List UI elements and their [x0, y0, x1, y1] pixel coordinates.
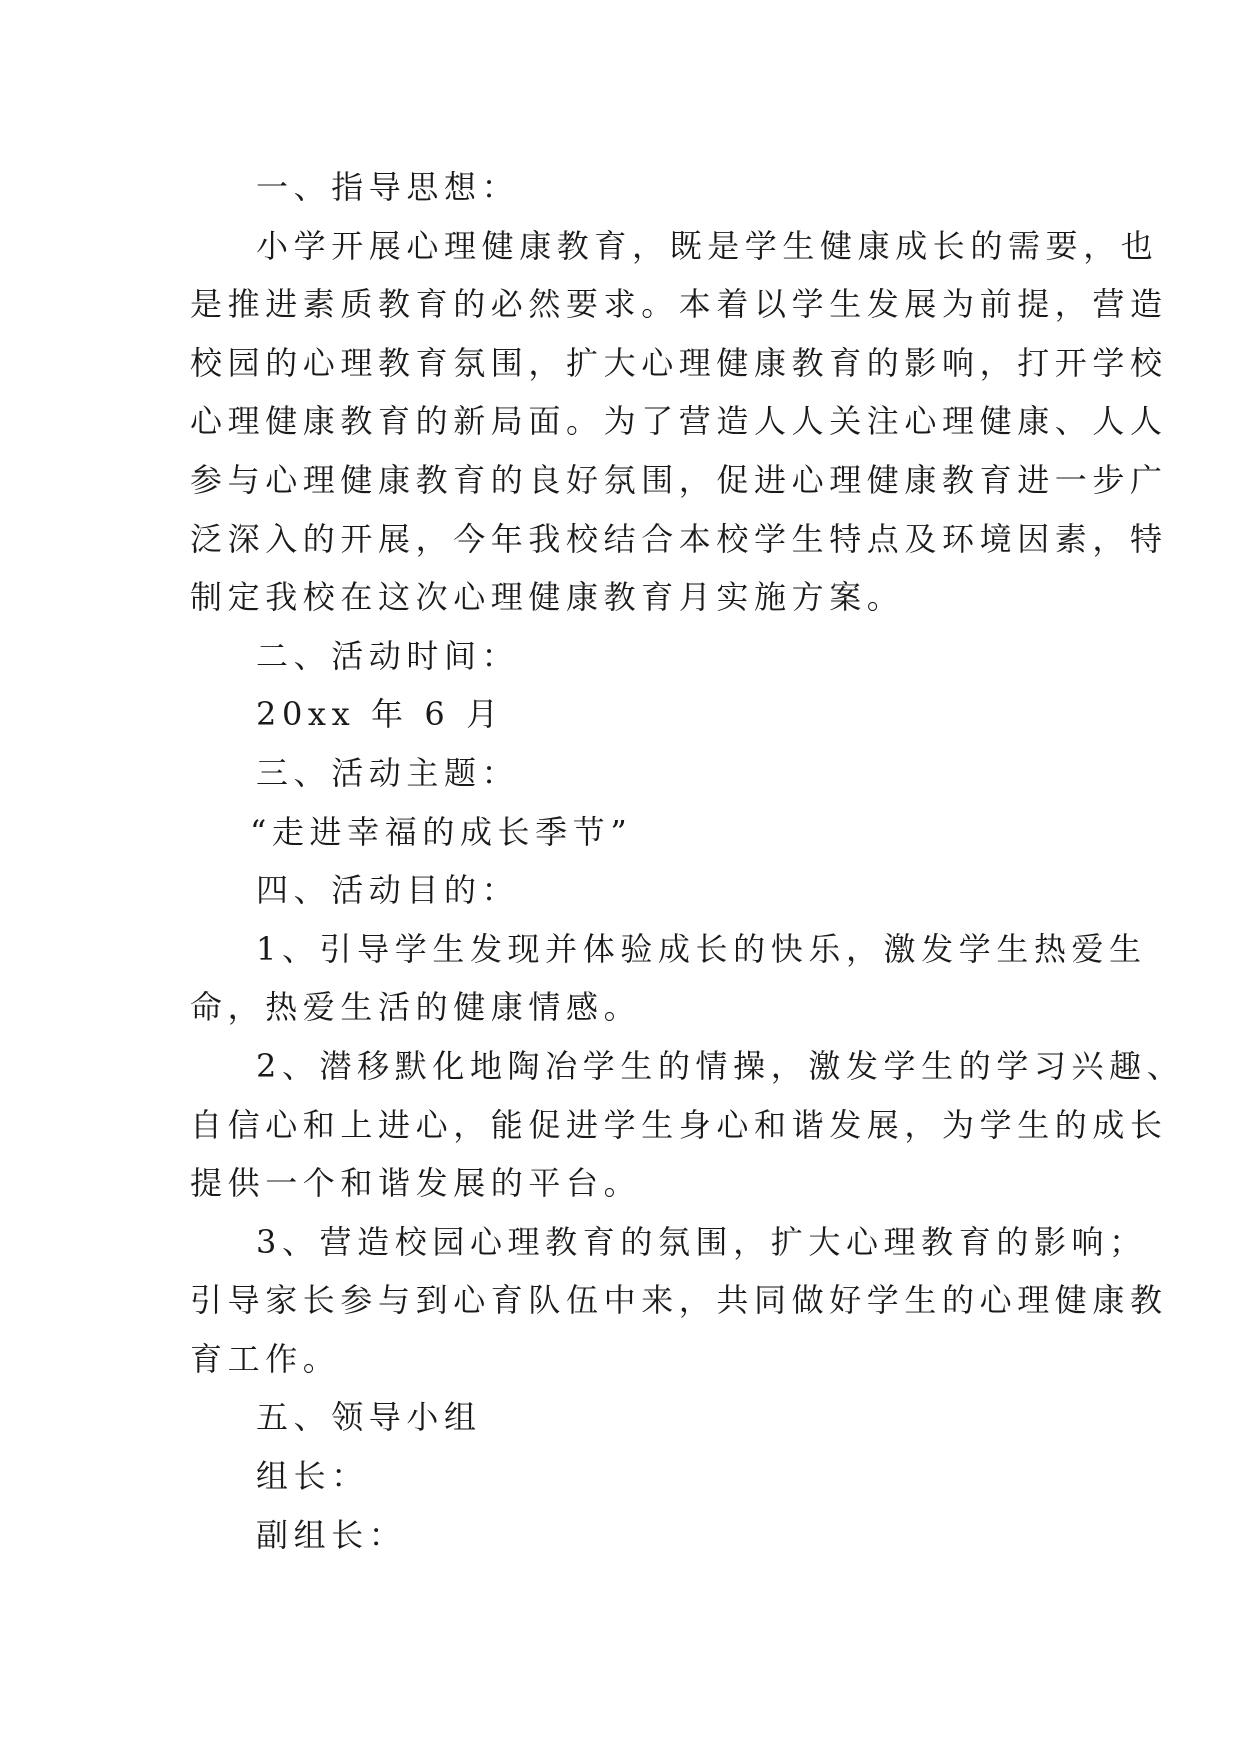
paragraph-line: 小学开展心理健康教育，既是学生健康成长的需要，也 — [256, 226, 1159, 265]
group-leader-label: 组长： — [256, 1457, 369, 1496]
purpose-item-3-line: 3、营造校园心理教育的氛围，扩大心理教育的影响； — [256, 1222, 1147, 1261]
paragraph-line: 泛深入的开展，今年我校结合本校学生特点及环境因素，特 — [190, 519, 1168, 558]
purpose-item-2-line: 2、潜移默化地陶冶学生的情操，激发学生的学习兴趣、 — [256, 1046, 1185, 1085]
heading-leadership-group: 五、领导小组 — [256, 1398, 482, 1437]
paragraph-line: 是推进素质教育的必然要求。本着以学生发展为前提，营造 — [190, 285, 1168, 324]
activity-time-value: 20xx 年 6 月 — [256, 695, 504, 734]
paragraph-line: 参与心理健康教育的良好氛围，促进心理健康教育进一步广 — [190, 460, 1168, 499]
purpose-item-3-line: 引导家长参与到心育队伍中来，共同做好学生的心理健康教 — [190, 1281, 1168, 1320]
purpose-item-2-line: 提供一个和谐发展的平台。 — [190, 1164, 642, 1203]
paragraph-line: 心理健康教育的新局面。为了营造人人关注心理健康、人人 — [190, 402, 1168, 441]
deputy-leader-label: 副组长： — [256, 1515, 407, 1554]
heading-guiding-ideology: 一、指导思想： — [256, 168, 520, 206]
purpose-item-3-line: 育工作。 — [190, 1339, 341, 1378]
document-body — [190, 158, 1185, 1564]
paragraph-line: 校园的心理教育氛围，扩大心理健康教育的影响，打开学校 — [190, 343, 1168, 382]
heading-activity-time: 二、活动时间： — [256, 636, 520, 675]
heading-activity-purpose: 四、活动目的： — [256, 871, 520, 910]
purpose-item-1-line: 命，热爱生活的健康情感。 — [190, 988, 642, 1027]
purpose-item-2-line: 自信心和上进心，能促进学生身心和谐发展，为学生的成长 — [190, 1105, 1168, 1144]
activity-theme-value: “走进幸福的成长季节” — [250, 812, 633, 851]
heading-activity-theme: 三、活动主题： — [256, 753, 520, 792]
paragraph-line: 制定我校在这次心理健康教育月实施方案。 — [190, 578, 905, 617]
purpose-item-1-line: 1、引导学生发现并体验成长的快乐，激发学生热爱生 — [256, 929, 1147, 968]
